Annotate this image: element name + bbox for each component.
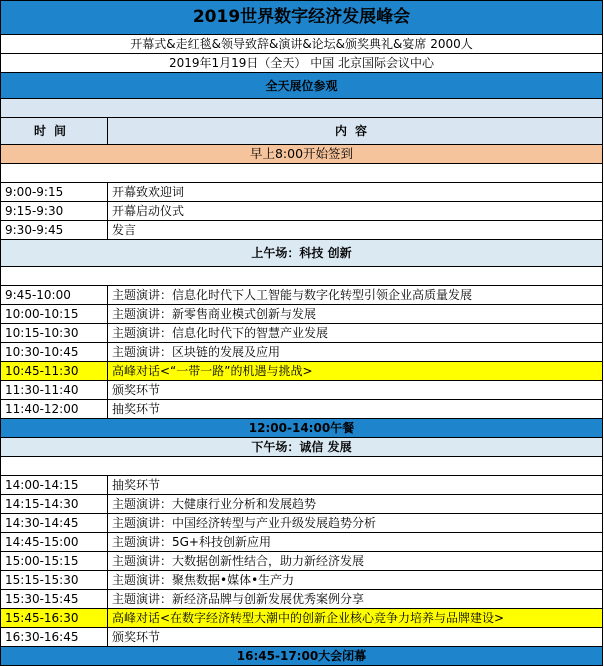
spacer-cell [1, 457, 603, 476]
session-time: 10:00-10:15 [1, 305, 108, 324]
morning-session-title-row [1, 240, 603, 267]
session-time: 16:30-16:45 [1, 628, 108, 647]
schedule-row [1, 495, 603, 514]
header-time: 时间 [1, 118, 108, 145]
session-time: 14:15-14:30 [1, 495, 108, 514]
session-content: 主题演讲：信息化时代下人工智能与数字化转型引领企业高质量发展 [108, 286, 603, 305]
afternoon-session-title: 下午场：诚信 发展 [1, 438, 603, 457]
schedule-row [1, 571, 603, 590]
schedule-row [1, 343, 603, 362]
session-content: 主题演讲：聚焦数据•媒体•生产力 [108, 571, 603, 590]
session-content: 抽奖环节 [108, 400, 603, 419]
schedule-row [1, 533, 603, 552]
session-time: 15:15-15:30 [1, 571, 108, 590]
session-content: 主题演讲：大数据创新性结合，助力新经济发展 [108, 552, 603, 571]
session-time: 15:00-15:15 [1, 552, 108, 571]
spacer-cell [1, 164, 603, 183]
session-time: 9:30-9:45 [1, 221, 108, 240]
session-content: 抽奖环节 [108, 476, 603, 495]
date-location: 2019年1月19日（全天） 中国 北京国际会议中心 [1, 54, 603, 73]
session-content: 高峰对话<“一带一路”的机遇与挑战> [108, 362, 603, 381]
session-time: 9:45-10:00 [1, 286, 108, 305]
session-content: 主题演讲：新零售商业模式创新与发展 [108, 305, 603, 324]
session-time: 15:45-16:30 [1, 609, 108, 628]
schedule-row [1, 609, 603, 628]
session-time: 10:30-10:45 [1, 343, 108, 362]
session-content: 主题演讲：新经济品牌与创新发展优秀案例分享 [108, 590, 603, 609]
event-subtitle: 开幕式&走红毯&领导致辞&演讲&论坛&颁奖典礼&宴席 2000人 [1, 35, 603, 54]
session-content: 开幕启动仪式 [108, 202, 603, 221]
session-time: 14:45-15:00 [1, 533, 108, 552]
closing-ceremony: 16:45-17:00大会闭幕 [1, 647, 603, 666]
page-title: 2019世界数字经济发展峰会 [1, 1, 603, 35]
lunch-break: 12:00-14:00午餐 [1, 419, 603, 438]
subtitle-row [1, 35, 603, 54]
session-content: 主题演讲：信息化时代下的智慧产业发展 [108, 324, 603, 343]
spacer-cell [1, 267, 603, 286]
morning-session-title: 上午场：科技 创新 [1, 240, 603, 267]
session-content: 主题演讲：区块链的发展及应用 [108, 343, 603, 362]
session-content: 发言 [108, 221, 603, 240]
schedule-row [1, 202, 603, 221]
closing-ceremony-row [1, 647, 603, 666]
schedule-row [1, 381, 603, 400]
exhibition-label: 全天展位参观 [1, 73, 603, 99]
session-time: 10:45-11:30 [1, 362, 108, 381]
schedule-row [1, 400, 603, 419]
session-time: 15:30-15:45 [1, 590, 108, 609]
signin-row [1, 145, 603, 164]
session-time: 9:00-9:15 [1, 183, 108, 202]
schedule-row [1, 362, 603, 381]
session-time: 10:15-10:30 [1, 324, 108, 343]
session-time: 11:30-11:40 [1, 381, 108, 400]
header-content: 内容 [108, 118, 603, 145]
session-content: 主题演讲：中国经济转型与产业升级发展趋势分析 [108, 514, 603, 533]
lunch-break-row [1, 419, 603, 438]
session-content: 主题演讲：5G+科技创新应用 [108, 533, 603, 552]
session-content: 颁奖环节 [108, 381, 603, 400]
schedule-row [1, 590, 603, 609]
schedule-row [1, 221, 603, 240]
schedule-row [1, 305, 603, 324]
session-time: 9:15-9:30 [1, 202, 108, 221]
schedule-row [1, 324, 603, 343]
title-row [1, 1, 603, 35]
schedule-row [1, 628, 603, 647]
afternoon-session-title-row [1, 438, 603, 457]
date-row [1, 54, 603, 73]
gap-cell [1, 99, 603, 118]
spacer-row [1, 457, 603, 476]
schedule-row [1, 183, 603, 202]
exhibition-row [1, 73, 603, 99]
session-content: 开幕致欢迎词 [108, 183, 603, 202]
spacer-row [1, 164, 603, 183]
signin-label: 早上8:00开始签到 [1, 145, 603, 164]
session-time: 11:40-12:00 [1, 400, 108, 419]
session-time: 14:00-14:15 [1, 476, 108, 495]
schedule-row [1, 514, 603, 533]
schedule-row [1, 552, 603, 571]
schedule-row [1, 286, 603, 305]
session-time: 14:30-14:45 [1, 514, 108, 533]
session-content: 主题演讲：大健康行业分析和发展趋势 [108, 495, 603, 514]
gap-row [1, 99, 603, 118]
header-row [1, 118, 603, 145]
schedule-row [1, 476, 603, 495]
spacer-row [1, 267, 603, 286]
session-content: 高峰对话<在数字经济转型大潮中的创新企业核心竞争力培养与品牌建设> [108, 609, 603, 628]
session-content: 颁奖环节 [108, 628, 603, 647]
